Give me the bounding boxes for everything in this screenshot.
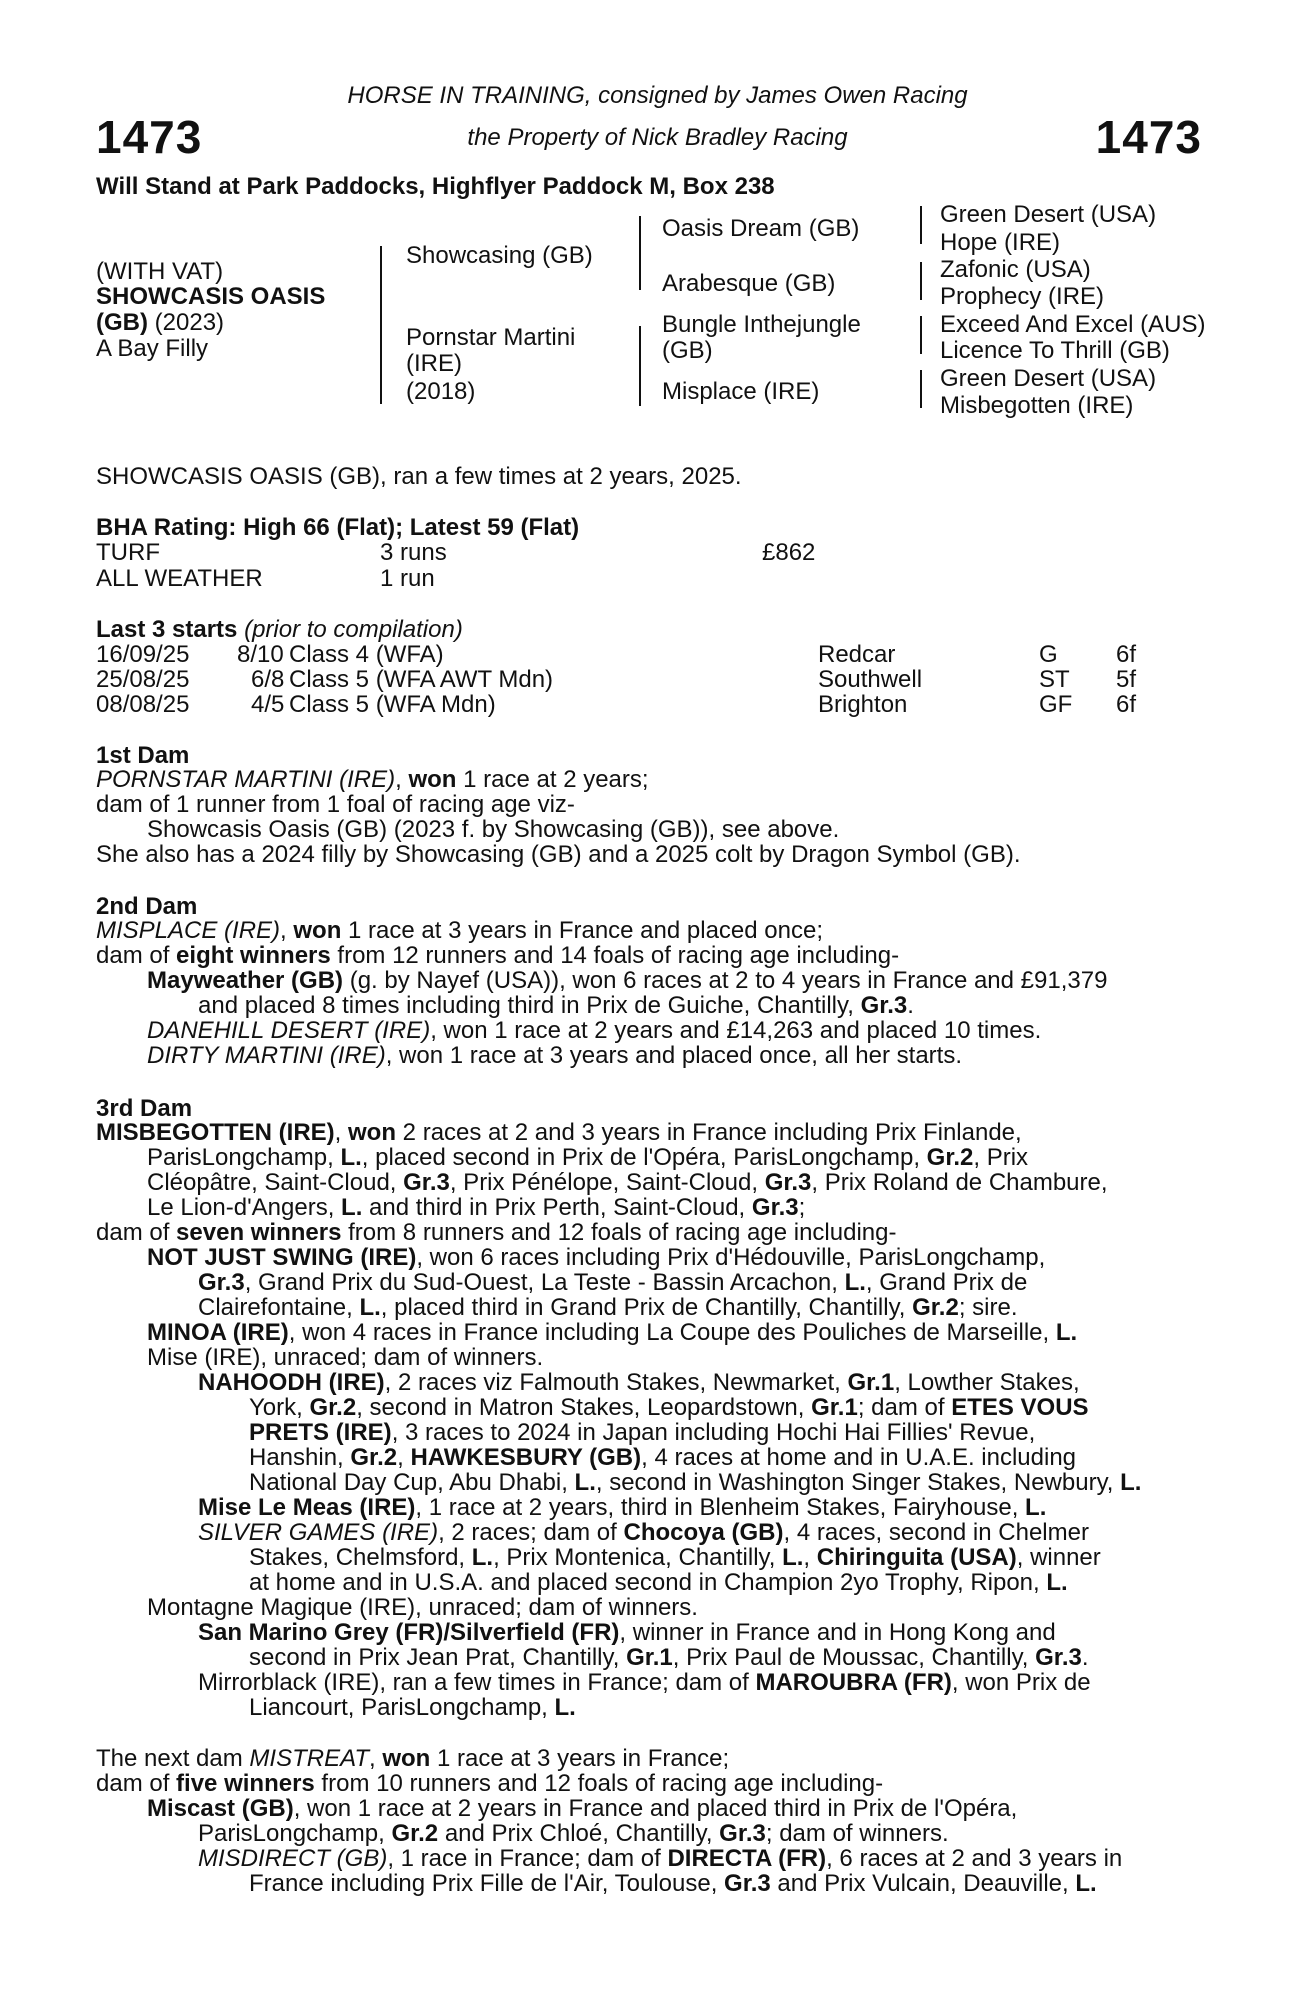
text: 1 race at 3 years in France and placed once; [341, 917, 823, 944]
produce-entry-cont [249, 1545, 1101, 1570]
text: , Prix Roland de Chambure, [811, 1169, 1108, 1196]
produce-entry-cont [249, 1395, 1089, 1420]
grade: Gr.3 [724, 1870, 771, 1897]
third-dam-heading: 3rd Dam [96, 1095, 193, 1122]
produce-entry [198, 1620, 1056, 1645]
horse-name: SILVER GAMES (IRE) [198, 1519, 439, 1546]
text: , Grand Prix du Sud-Ouest, La Teste - Bassin Arcachon, [244, 1269, 845, 1296]
text: York, [249, 1394, 310, 1421]
text: Hanshin, [249, 1444, 351, 1471]
next-dam-name: MISTREAT [249, 1745, 369, 1772]
start-date: 16/09/25 [96, 641, 190, 668]
last-starts-title: Last 3 starts [96, 616, 238, 643]
produce-entry [198, 1846, 1122, 1871]
text: , second in Washington Singer Stakes, Newbury, [595, 1469, 1121, 1496]
horse-name: San Marino Grey (FR)/Silverfield (FR) [198, 1619, 620, 1646]
text: , Prix [973, 1144, 1029, 1171]
text: National Day Cup, Abu Dhabi, [249, 1469, 575, 1496]
text: , won 1 race at 3 years and placed once, all her starts. [385, 1042, 963, 1069]
third-dam-line [147, 1195, 805, 1220]
start-distance: 6f [1116, 641, 1137, 668]
text: , 4 races at home and in U.A.E. including [641, 1444, 1077, 1471]
grade: L. [844, 1269, 866, 1296]
rating-runs-turf: 3 runs [380, 539, 447, 566]
horse-name: DIRTY MARTINI (IRE) [147, 1042, 386, 1069]
horse-name: Mise Le Meas (IRE) [198, 1494, 416, 1521]
text: , Prix Montenica, Chantilly, [493, 1544, 783, 1571]
third-dam-line [147, 1145, 1028, 1170]
text: , placed third in Grand Prix de Chantilly, Chantilly, [380, 1294, 913, 1321]
start-class: Class 5 (WFA Mdn) [289, 691, 496, 718]
third-dam-name: MISBEGOTTEN (IRE) [96, 1119, 335, 1146]
first-dam-heading: 1st Dam [96, 742, 190, 769]
brace-g2 [920, 262, 922, 300]
start-course: Redcar [818, 641, 896, 668]
text: The next dam [96, 1745, 250, 1772]
grade: Gr.2 [926, 1144, 974, 1171]
grade: Gr.3 [719, 1820, 766, 1847]
text: , 1 race in France; dam of [387, 1845, 668, 1872]
produce-entry-cont [249, 1871, 1097, 1896]
third-dam-line [147, 1170, 1108, 1195]
grade: Gr.3 [751, 1194, 799, 1221]
text: second in Prix Jean Prat, Chantilly, [249, 1644, 627, 1671]
produce-entry-cont [249, 1420, 1035, 1445]
produce-entry-cont: and placed 8 times including third in Prix de Guiche, Chantilly, Gr.3. [198, 992, 914, 1019]
text: , winner [1016, 1544, 1101, 1571]
won-label: won [348, 1119, 397, 1146]
grade: L. [554, 1694, 576, 1721]
text: , 4 races, second in Chelmer [783, 1519, 1089, 1546]
race-summary: SHOWCASIS OASIS (GB), ran a few times at 2 years, 2025. [96, 463, 742, 490]
brace-sire-dam [380, 246, 382, 404]
second-dam-line: MISPLACE (IRE), won 1 race at 3 years in France and placed once; [96, 917, 823, 944]
text: ; dam of [857, 1394, 952, 1421]
brace-dam-parents [639, 326, 641, 406]
horse-name: PRETS (IRE) [249, 1419, 392, 1446]
grade: Gr.2 [391, 1820, 439, 1847]
text: . [1081, 1644, 1089, 1671]
lot-number-right: 1473 [1095, 111, 1202, 163]
horse-year: (2023) [147, 309, 225, 336]
horse-name: DIRECTA (FR) [667, 1845, 827, 1872]
text: 2 races at 2 and 3 years in France including Prix Finlande, [396, 1119, 1022, 1146]
horse-name: MINOA (IRE) [147, 1319, 289, 1346]
pedigree-g6: Licence To Thrill (GB) [940, 337, 1170, 364]
pedigree-g1: Green Desert (USA) [940, 201, 1157, 228]
text: , second in Matron Stakes, Leopardstown, [356, 1394, 812, 1421]
pedigree-dam-dam: Misplace (IRE) [662, 378, 820, 405]
pedigree-sire-dam: Arabesque (GB) [662, 270, 836, 297]
text: , Grand Prix de [865, 1269, 1028, 1296]
text: , [397, 1444, 411, 1471]
text: France including Prix Fille de l'Air, Toulouse, [249, 1870, 725, 1897]
won-label: won [293, 917, 342, 944]
next-dam-produce-line [96, 1771, 883, 1796]
text: , won 4 races in France including La Coupe des Pouliches de Marseille, [288, 1319, 1056, 1346]
start-position: 4/5 [251, 691, 285, 718]
text: and third in Prix Perth, Saint-Cloud, [362, 1194, 752, 1221]
start-position: 6/8 [251, 666, 285, 693]
text: Mirrorblack (IRE), ran a few times in France; dam of [198, 1669, 756, 1696]
text: 1 race at 3 years in France; [430, 1745, 730, 1772]
grade: Gr.3 [403, 1169, 450, 1196]
produce-entry [147, 1043, 962, 1068]
lot-number-left: 1473 [96, 111, 203, 163]
horse-country: (GB) [96, 309, 148, 336]
grade: L. [574, 1469, 596, 1496]
next-dam-line: The next dam MISTREAT, won 1 race at 3 years in France; [96, 1745, 730, 1772]
pedigree-sire: Showcasing (GB) [406, 242, 593, 269]
start-class: Class 4 (WFA) [289, 641, 444, 668]
text: Liancourt, ParisLongchamp, [249, 1694, 555, 1721]
grade: L. [1075, 1870, 1097, 1897]
text: at home and in U.S.A. and placed second in Champion 2yo Trophy, Ripon, [249, 1569, 1047, 1596]
grade: L. [782, 1544, 804, 1571]
text: , Lowther Stakes, [894, 1369, 1080, 1396]
pedigree-dam-sire-line1: Bungle Inthejungle [662, 311, 861, 338]
text: ParisLongchamp, [147, 1144, 341, 1171]
produce-entry [147, 968, 1107, 993]
grade: L. [341, 1194, 363, 1221]
produce-entry-cont [198, 1821, 949, 1846]
horse-name: NAHOODH (IRE) [198, 1369, 385, 1396]
text: from 12 runners and 14 foals of racing age including- [330, 942, 900, 969]
won-label: won [382, 1745, 431, 1772]
pedigree-g4: Prophecy (IRE) [940, 283, 1105, 310]
pedigree-g8: Misbegotten (IRE) [940, 392, 1134, 419]
second-dam-name: MISPLACE (IRE) [96, 917, 281, 944]
start-course: Southwell [818, 666, 923, 693]
text: , won 6 races including Prix d'Hédouville, ParisLongchamp, [416, 1244, 1046, 1271]
grade: Gr.2 [350, 1444, 398, 1471]
produce-entry-cont [249, 1570, 1068, 1595]
pedigree-g7: Green Desert (USA) [940, 365, 1157, 392]
pedigree-dam-line1: Pornstar Martini [406, 324, 576, 351]
text: ; dam of winners. [765, 1820, 949, 1847]
text: ParisLongchamp, [198, 1820, 392, 1847]
first-dam-name: PORNSTAR MARTINI (IRE) [96, 766, 396, 793]
rating-surface-turf: TURF [96, 539, 160, 566]
text: dam of [96, 1770, 177, 1797]
text: , 1 race at 2 years, third in Blenheim Stakes, Fairyhouse, [415, 1494, 1026, 1521]
produce-entry [147, 1796, 1017, 1821]
grade: Gr.3 [860, 992, 908, 1019]
grade: L. [359, 1294, 381, 1321]
pedigree-dam-line3: (2018) [406, 378, 476, 405]
grade: L. [340, 1144, 362, 1171]
grade: L. [1055, 1319, 1078, 1346]
grade: L. [1120, 1469, 1142, 1496]
pedigree-g5: Exceed And Excel (AUS) [940, 311, 1206, 338]
text: from 10 runners and 12 foals of racing age including- [314, 1770, 884, 1797]
horse-name: MAROUBRA (FR) [755, 1669, 952, 1696]
produce-entry [198, 1520, 1089, 1545]
location-line: Will Stand at Park Paddocks, Highflyer Paddock M, Box 238 [96, 173, 775, 200]
horse-name: MISDIRECT (GB) [198, 1845, 388, 1872]
winners-count: seven winners [176, 1219, 342, 1246]
text: , [803, 1544, 817, 1571]
produce-entry [198, 1670, 1091, 1695]
grade: Gr.3 [764, 1169, 812, 1196]
text: and Prix Vulcain, Deauville, [770, 1870, 1076, 1897]
text: Cléopâtre, Saint-Cloud, [147, 1169, 404, 1196]
grade: L. [1025, 1494, 1047, 1521]
start-course: Brighton [818, 691, 908, 718]
text: , Prix Paul de Moussac, Chantilly, [672, 1644, 1036, 1671]
produce-entry [147, 1245, 1045, 1270]
horse-name: ETES VOUS [951, 1394, 1089, 1421]
start-position: 8/10 [237, 641, 284, 668]
text: , won 1 race at 2 years in France and placed third in Prix de l'Opéra, [293, 1795, 1018, 1822]
vat-note: (WITH VAT) [96, 258, 224, 285]
text: ; sire. [958, 1294, 1018, 1321]
start-going: G [1039, 641, 1058, 668]
brace-g4 [920, 370, 922, 408]
text: (g. by Nayef (USA)), won 6 races at 2 to 4 years in France and £91,379 [343, 967, 1108, 994]
start-distance: 5f [1116, 666, 1137, 693]
start-distance: 6f [1116, 691, 1137, 718]
text: ; [798, 1194, 806, 1221]
rating-surface-aw: ALL WEATHER [96, 565, 263, 592]
text: , 2 races viz Falmouth Stakes, Newmarket, [384, 1369, 848, 1396]
pedigree-sire-sire: Oasis Dream (GB) [662, 215, 860, 242]
produce-entry-cont [249, 1470, 1141, 1495]
text: , winner in France and in Hong Kong and [619, 1619, 1056, 1646]
text: , won 1 race at 2 years and £14,263 and placed 10 times. [430, 1017, 1042, 1044]
won-label: won [408, 766, 457, 793]
text: , won Prix de [951, 1669, 1091, 1696]
pedigree-g3: Zafonic (USA) [940, 256, 1091, 283]
grade: Gr.1 [626, 1644, 673, 1671]
last-starts-note: (prior to compilation) [244, 616, 463, 643]
produce-entry: Montagne Magique (IRE), unraced; dam of winners. [147, 1594, 698, 1621]
rating-title: BHA Rating: High 66 (Flat); Latest 59 (Flat) [96, 514, 580, 541]
horse-name: Chiringuita (USA) [816, 1544, 1017, 1571]
grade: Gr.1 [811, 1394, 858, 1421]
first-dam-foal-line: Showcasis Oasis (GB) (2023 f. by Showcasing (GB)), see above. [147, 816, 840, 843]
horse-name: SHOWCASIS OASIS [96, 283, 326, 310]
horse-name: NOT JUST SWING (IRE) [147, 1244, 417, 1271]
text: , Prix Pénélope, Saint-Cloud, [449, 1169, 765, 1196]
horse-name: DANEHILL DESERT (IRE) [147, 1017, 431, 1044]
text: Le Lion-d'Angers, [147, 1194, 342, 1221]
text: and placed 8 times including third in Prix de Guiche, Chantilly, [198, 992, 861, 1019]
produce-entry [147, 1320, 1077, 1345]
consignor-line: HORSE IN TRAINING, consigned by James Owen Racing [347, 82, 968, 109]
third-dam-produce-line [96, 1220, 896, 1245]
grade: Gr.3 [1035, 1644, 1082, 1671]
winners-count: eight winners [176, 942, 331, 969]
winners-count: five winners [176, 1770, 315, 1797]
produce-entry [147, 1018, 1041, 1043]
rating-runs-aw: 1 run [380, 565, 435, 592]
text: , 6 races at 2 and 3 years in [826, 1845, 1123, 1872]
grade: Gr.2 [912, 1294, 959, 1321]
produce-entry-cont [249, 1695, 576, 1720]
rating-prize-turf: £862 [762, 539, 816, 566]
brace-sire-parents [639, 216, 641, 290]
first-dam-produce-line: dam of 1 runner from 1 foal of racing age viz- [96, 791, 575, 818]
text: dam of [96, 942, 177, 969]
horse-origin-line [96, 309, 224, 337]
grade: L. [471, 1544, 494, 1571]
start-going: ST [1039, 666, 1070, 693]
produce-entry [198, 1370, 1080, 1395]
text: , 3 races to 2024 in Japan including Hochi Hai Fillies' Revue, [391, 1419, 1036, 1446]
last-starts-heading [96, 616, 463, 644]
start-date: 08/08/25 [96, 691, 190, 718]
text: Stakes, Chelmsford, [249, 1544, 472, 1571]
produce-entry-cont [249, 1445, 1076, 1470]
text: dam of [96, 1219, 177, 1246]
horse-name: Mayweather (GB) [147, 967, 344, 994]
pedigree-g2: Hope (IRE) [940, 229, 1061, 256]
text: and Prix Chloé, Chantilly, [438, 1820, 720, 1847]
text: , 2 races; dam of [438, 1519, 624, 1546]
horse-name: HAWKESBURY (GB) [410, 1444, 642, 1471]
grade: L. [1046, 1569, 1068, 1596]
second-dam-heading: 2nd Dam [96, 893, 198, 920]
text: from 8 runners and 12 foals of racing age including- [341, 1219, 897, 1246]
pedigree-dam-sire-line2: (GB) [662, 337, 713, 364]
brace-g1 [920, 206, 922, 244]
brace-g3 [920, 316, 922, 354]
text: , placed second in Prix de l'Opéra, ParisLongchamp, [361, 1144, 927, 1171]
second-dam-produce-line [96, 943, 899, 968]
produce-entry-cont [198, 1295, 1018, 1320]
produce-entry-cont [198, 1270, 1027, 1295]
grade: Gr.2 [309, 1394, 357, 1421]
produce-entry-cont [249, 1645, 1089, 1670]
grade: Gr.3 [198, 1269, 245, 1296]
horse-name: Miscast (GB) [147, 1795, 294, 1822]
first-dam-line: PORNSTAR MARTINI (IRE), won 1 race at 2 years; [96, 766, 649, 793]
start-going: GF [1039, 691, 1073, 718]
third-dam-line: MISBEGOTTEN (IRE), won 2 races at 2 and 3 years in France including Prix Finlande, [96, 1119, 1022, 1146]
produce-entry [198, 1495, 1046, 1520]
text: 1 race at 2 years; [456, 766, 649, 793]
produce-entry: Mise (IRE), unraced; dam of winners. [147, 1344, 544, 1371]
horse-name: Chocoya (GB) [623, 1519, 784, 1546]
grade: Gr.1 [847, 1369, 895, 1396]
first-dam-younger-line: She also has a 2024 filly by Showcasing (GB) and a 2025 colt by Dragon Symbol (GB). [96, 841, 1021, 868]
start-class: Class 5 (WFA AWT Mdn) [289, 666, 554, 693]
pedigree-dam-line2: (IRE) [406, 350, 462, 377]
property-line: the Property of Nick Bradley Racing [467, 124, 848, 151]
start-date: 25/08/25 [96, 666, 190, 693]
horse-description: A Bay Filly [96, 335, 209, 362]
text: Clairefontaine, [198, 1294, 360, 1321]
